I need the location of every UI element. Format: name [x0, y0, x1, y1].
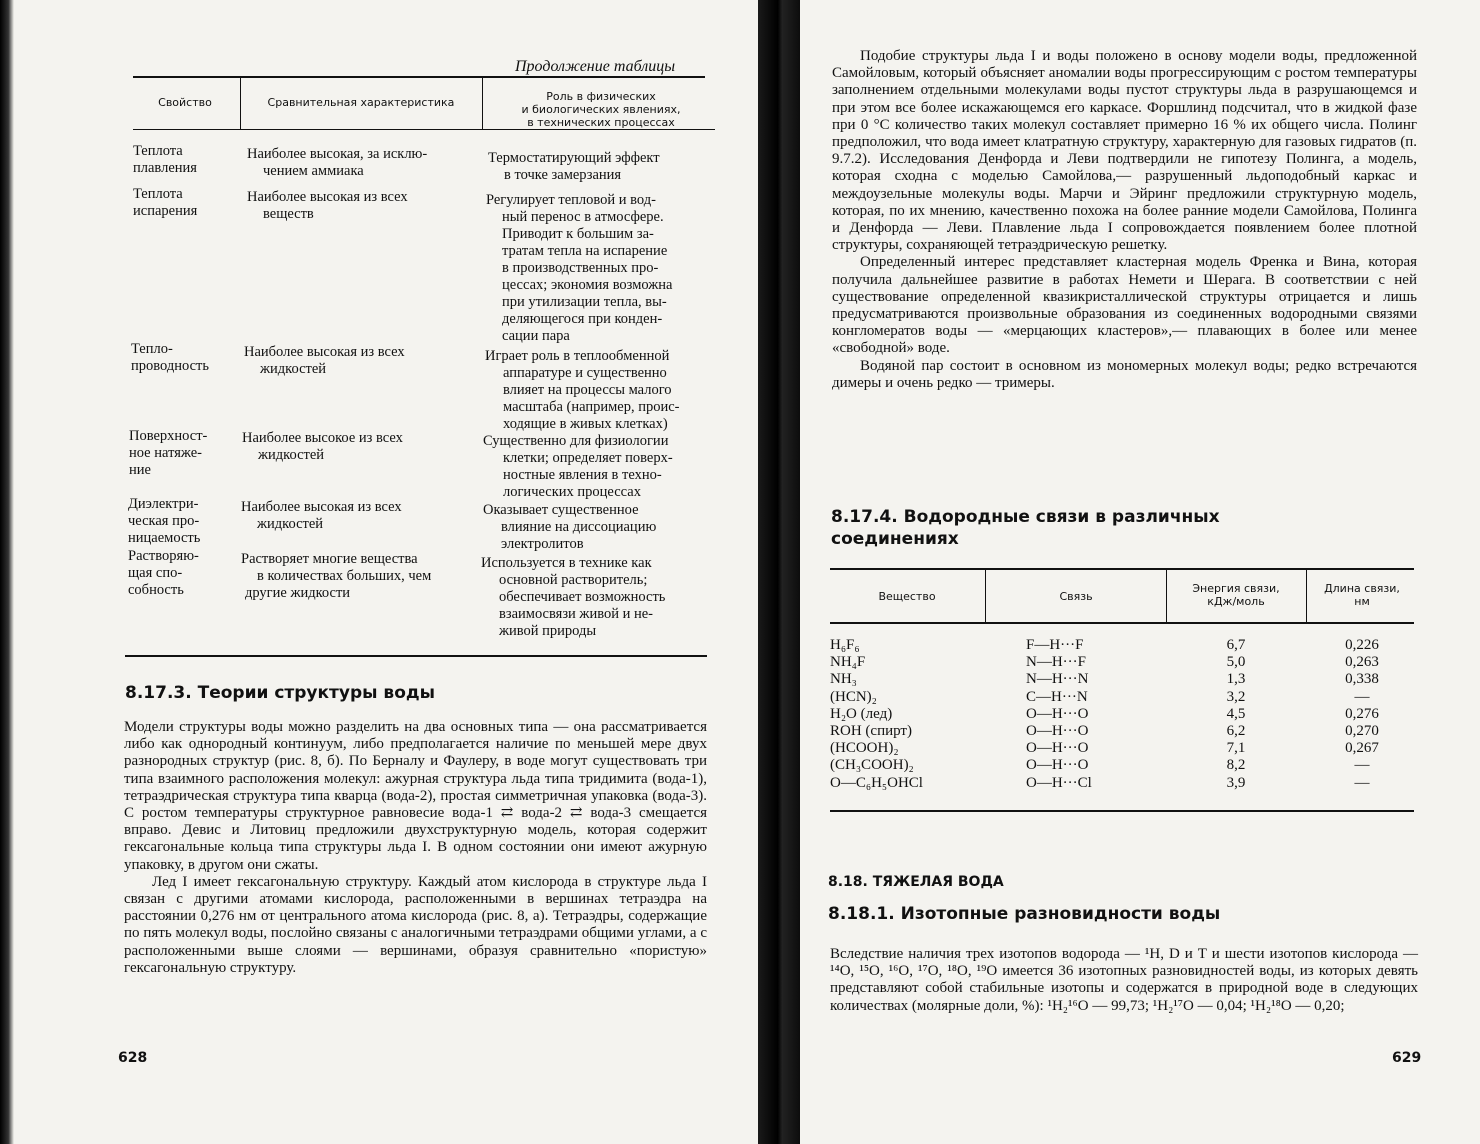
hb-cell-substance: NH₄F — [830, 654, 866, 671]
row4-property: Поверхност- ное натяже- ние — [129, 428, 208, 478]
hb-cell-substance: ROH (спирт) — [830, 723, 912, 739]
hb-header-length: Длина связи, нм — [1324, 582, 1400, 608]
hb-cell-energy: 7,1 — [1226, 740, 1246, 757]
hb-col-divider-1 — [985, 570, 986, 622]
hb-cell-length: 0,338 — [1345, 671, 1379, 688]
page-number-right: 629 — [1392, 1050, 1422, 1066]
hb-header-energy: Энергия связи, кДж/моль — [1192, 582, 1280, 608]
hb-cell-substance: O—C₆H₅OHCl — [830, 774, 923, 791]
hb-cell-bond: C—H···N — [1026, 688, 1088, 705]
row1-comparative: Наиболее высокая, за исклю- чением аммиака — [247, 146, 428, 179]
right-paragraph-2: Определенный интерес представляет кластерная модель Френка и Вина, которая получила дальнейшее развитие в работах Немети и Шерага. В соответствии с ней существование определенной квазикристаллической структуры отрицается и лишь предусматриваются произвольные образования из соединенных водородными связями конгломератов воды — «мерцающих кластеров»,— плавающих в более или менее «свободной» воде. — [832, 254, 1417, 357]
hb-cell-substance: (HCN)₂ — [830, 688, 877, 705]
header-role: Роль в физических и биологических явлениях, в технических процессах — [521, 90, 681, 129]
hb-cell-length: 0,270 — [1345, 723, 1379, 739]
hb-cell-bond: O—H···O — [1026, 757, 1089, 774]
row6-property: Растворяю- щая спо- собность — [128, 548, 199, 598]
hb-cell-energy: 3,9 — [1226, 774, 1246, 791]
hb-cell-energy: 6,7 — [1226, 637, 1246, 653]
right-paragraph-1: Подобие структуры льда I и воды положено в основу модели воды, предложенной Самойловым, который объясняет аномалии воды прогрессирующим с ростом температуры заполнением отдельными молекулами воды пустот структуры льда в разрушающемся и при этом все более искажающемся его каркасе. Форшлинд подсчитал, что в жидкой фазе при 0 °С количество таких молекул составляет примерно 16 % их общего числа. Полинг предположил, что вода имеет клатратную структуру, характерную для газовых гидратов (п. 9.7.2). Исследования Денфорда и Леви подтвердили не гипотезу Полинга, а модель, которая сходна с моделью Самойлова,— разрушенный льдоподобный каркас и междоузельные молекулы воды. Марчи и Эйринг предложили структурную модель, которая, по их мнению, качественно похожа на более ранние модели Самойлова, Полинга и Денфорда — Леви. Плавление льда I сопровождается появлением более плотной структуры, сохраняющей тетраэдрическую решетку. — [832, 48, 1417, 254]
row3-role: Играет роль в теплообменной аппаратуре и существенно влияет на процессы малого масштаба (например, проис- ходящие в живых клетках) — [485, 348, 680, 432]
hb-cell-substance: NH₃ — [830, 671, 857, 688]
hb-col-divider-3 — [1306, 570, 1307, 622]
table-continuation-title: Продолжение таблицы — [515, 58, 676, 75]
book-spine-shadow — [758, 0, 802, 1144]
hb-cell-length: — — [1354, 688, 1370, 705]
left-paragraph-2: Лед I имеет гексагональную структуру. Каждый атом кислорода в структуре льда I связан с другими атомами кислорода, расположенными в вершинах тетраэдра на расстоянии 0,276 нм от центрального атома кислорода (рис. 8, а). Тетраэдры, содержащие по пять молекул воды, послойно связаны с аналогичными тетраэдрами общими углами, а с расположенными выше слоями — вершинами, образуя сравнительно «пористую» гексагональную структуру. — [124, 873, 707, 976]
hb-cell-length: 0,267 — [1345, 740, 1379, 757]
hb-cell-bond: N—H···N — [1026, 671, 1089, 688]
hb-cell-substance: H₆F₆ — [830, 637, 860, 653]
hb-cell-bond: O—H···O — [1026, 705, 1089, 722]
hb-cell-length: — — [1354, 774, 1370, 791]
right-body-text — [832, 48, 1417, 392]
left-page-edge — [0, 0, 14, 1144]
hb-cell-bond: O—H···O — [1026, 723, 1089, 739]
section-heading-8-18-1: 8.18.1. Изотопные разновидности воды — [828, 904, 1221, 924]
header-comparative: Сравнительная характеристика — [267, 96, 455, 109]
hb-table-bottom-rule — [830, 810, 1414, 812]
hb-col-divider-2 — [1166, 570, 1167, 622]
hb-cell-substance: H₂O (лед) — [830, 705, 893, 722]
chapter-heading-8-18: 8.18. ТЯЖЕЛАЯ ВОДА — [828, 874, 1004, 890]
isotope-paragraph: Вследствие наличия трех изотопов водорода — ¹H, D и T и шести изотопов кислорода — ¹⁴O, ¹⁵O, ¹⁶O, ¹⁷O, ¹⁸O, ¹⁹O имеется 36 изотопных разновидностей воды, из которых девять представляют собой стабильные изотопы и содержатся в природной воде в следующих количествах (молярные доли, %): ¹H₂¹⁶O — 99,73; ¹H₂¹⁷O — 0,04; ¹H₂¹⁸O — 0,20; — [830, 946, 1418, 1014]
row2-property: Теплота испарения — [133, 186, 198, 219]
row4-comparative: Наиболее высокое из всех жидкостей — [242, 430, 403, 463]
hb-cell-length: 0,263 — [1345, 654, 1379, 671]
hb-cell-length: — — [1354, 757, 1370, 774]
row5-property: Диэлектри- ческая про- ницаемость — [128, 496, 201, 546]
hb-cell-substance: (HCOOH)₂ — [830, 740, 899, 757]
hb-header-substance: Вещество — [878, 590, 936, 603]
header-property: Свойство — [158, 96, 212, 109]
hb-table-header-rule — [830, 622, 1414, 624]
hb-cell-energy: 5,0 — [1226, 654, 1246, 671]
table-col-divider-1 — [240, 78, 241, 130]
section-heading-8-17-4: 8.17.4. Водородные связи в различных соединениях — [831, 507, 1220, 549]
table-col-divider-2 — [482, 78, 483, 130]
section-heading-8-17-3: 8.17.3. Теории структуры воды — [125, 683, 435, 703]
page-number-left: 628 — [118, 1050, 148, 1066]
hb-cell-energy: 8,2 — [1226, 757, 1246, 774]
row5-role: Оказывает существенное влияние на диссоциацию электролитов — [483, 502, 657, 552]
right-page — [800, 0, 1480, 1144]
row1-property: Теплота плавления — [133, 143, 197, 176]
hb-cell-energy: 4,5 — [1226, 705, 1246, 722]
right-paragraph-3: Водяной пар состоит в основном из мономерных молекул воды; редко встречаются димеры и очень редко — тримеры. — [832, 357, 1417, 391]
hb-cell-substance: (CH₃COOH)₂ — [830, 757, 914, 774]
hb-cell-bond: F—H···F — [1026, 637, 1084, 653]
hb-header-bond: Связь — [1059, 590, 1093, 603]
hb-cell-bond: O—H···Cl — [1026, 774, 1092, 791]
table-bottom-rule — [125, 655, 707, 657]
row6-comparative: Растворяет многие вещества в количествах больших, чем другие жидкости — [241, 551, 432, 601]
row6-role: Используется в технике как основной растворитель; обеспечивает возможность взаимосвязи живой и не- живой природы — [481, 555, 666, 639]
row4-role: Существенно для физиологии клетки; определяет поверх- ностные явления в техно- логических процессах — [483, 433, 673, 500]
left-body-text — [124, 719, 707, 977]
row3-property: Тепло- проводность — [131, 341, 209, 374]
row5-comparative: Наиболее высокая из всех жидкостей — [241, 499, 402, 532]
hb-table-top-rule — [830, 568, 1414, 570]
hb-cell-energy: 1,3 — [1226, 671, 1246, 688]
row2-role: Регулирует тепловой и вод- ный перенос в атмосфере. Приводит к большим за- тратам тепла на испарение в производственных про- цессах; экономия возможна при утилизации тепла, вы- деляющегося при конден- сации пара — [486, 192, 673, 344]
table-top-rule — [133, 76, 705, 78]
hb-cell-length: 0,226 — [1345, 637, 1379, 653]
row3-comparative: Наиболее высокая из всех жидкостей — [244, 344, 405, 377]
hb-cell-bond: N—H···F — [1026, 654, 1086, 671]
hb-cell-energy: 6,2 — [1226, 723, 1246, 739]
hb-cell-length: 0,276 — [1345, 705, 1379, 722]
hb-cell-bond: O—H···O — [1026, 740, 1089, 757]
row2-comparative: Наиболее высокая из всех веществ — [247, 189, 408, 222]
row1-role: Термостатирующий эффект в точке замерзания — [488, 150, 660, 183]
hb-cell-energy: 3,2 — [1226, 688, 1246, 705]
table-header-rule — [133, 129, 715, 130]
left-paragraph-1: Модели структуры воды можно разделить на два основных типа — она рассматривается либо как однородный континуум, либо предполагается наличие по меньшей мере двух разнородных структур (рис. 8, б). По Берналу и Фаулеру, в воде могут существовать три типа взаимного расположения молекул: ажурная структура льда типа тридимита (вода-1), тетраэдрическая структура типа кварца (вода-2), простая симметричная упаковка (вода-3). С ростом температуры структурное равновесие вода-1 ⇄ вода-2 ⇄ вода-3 смещается вправо. Девис и Литовиц предложили двухструктурную модель, которая содержит гексагональные кольца типа структуры льда I. В одном состоянии они имеют ажурную упаковку, в другом они сжаты. — [124, 719, 707, 873]
